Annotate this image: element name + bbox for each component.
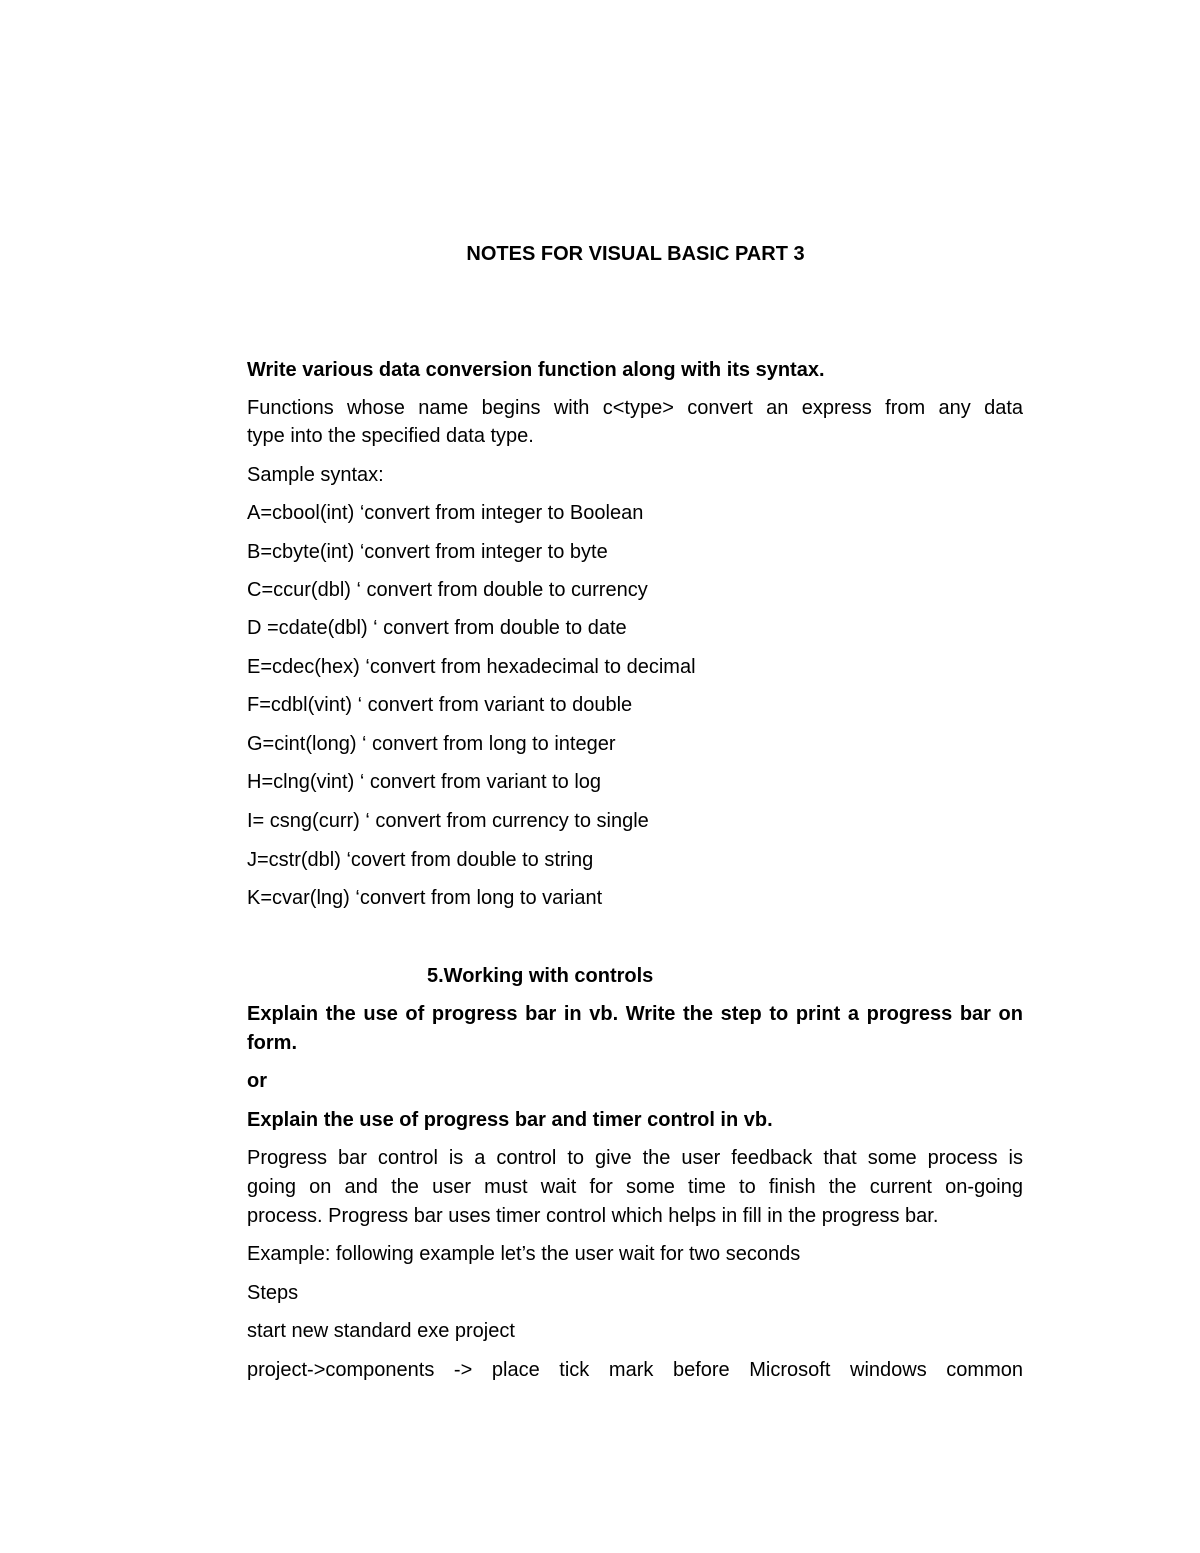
syntax-line: D =cdate(dbl) ‘ convert from double to date xyxy=(247,617,627,639)
steps-label: Steps xyxy=(247,1282,299,1304)
answer-line-2: type into the specified data type. xyxy=(247,425,534,447)
section-heading: 5.Working with controls xyxy=(427,965,654,987)
syntax-line: E=cdec(hex) ‘convert from hexadecimal to decimal xyxy=(247,656,696,678)
syntax-line: G=cint(long) ‘ convert from long to integer xyxy=(247,733,616,755)
sample-syntax-label: Sample syntax: xyxy=(247,464,384,486)
question-progress-bar-line-1: Explain the use of progress bar in vb. Write the step to print a progress bar on xyxy=(247,1003,1023,1025)
progress-bar-answer-line-1: Progress bar control is a control to give the user feedback that some process is xyxy=(247,1147,1023,1169)
answer-line-1: Functions whose name begins with c<type> convert an express from any data xyxy=(247,397,1023,419)
syntax-line: K=cvar(lng) ‘convert from long to variant xyxy=(247,887,603,909)
syntax-line: C=ccur(dbl) ‘ convert from double to currency xyxy=(247,579,648,601)
syntax-line: B=cbyte(int) ‘convert from integer to byte xyxy=(247,541,608,563)
example-text: Example: following example let’s the user wait for two seconds xyxy=(247,1243,801,1265)
step-item: project->components -> place tick mark before Microsoft windows common xyxy=(247,1359,1023,1381)
or-separator: or xyxy=(247,1070,267,1092)
progress-bar-answer-line-3: process. Progress bar uses timer control which helps in fill in the progress bar. xyxy=(247,1205,939,1227)
question-data-conversion: Write various data conversion function along with its syntax. xyxy=(247,359,825,381)
progress-bar-answer-line-2: going on and the user must wait for some time to finish the current on-going xyxy=(247,1176,1023,1198)
question-timer-control: Explain the use of progress bar and timer control in vb. xyxy=(247,1109,773,1131)
syntax-line: I= csng(curr) ‘ convert from currency to single xyxy=(247,810,649,832)
page-title: NOTES FOR VISUAL BASIC PART 3 xyxy=(466,243,805,265)
syntax-line: A=cbool(int) ‘convert from integer to Boolean xyxy=(247,502,644,524)
question-progress-bar-line-2: form. xyxy=(247,1032,297,1054)
step-item: start new standard exe project xyxy=(247,1320,515,1342)
syntax-line: F=cdbl(vint) ‘ convert from variant to double xyxy=(247,694,633,716)
syntax-line: J=cstr(dbl) ‘covert from double to string xyxy=(247,849,594,871)
syntax-line: H=clng(vint) ‘ convert from variant to log xyxy=(247,771,602,793)
